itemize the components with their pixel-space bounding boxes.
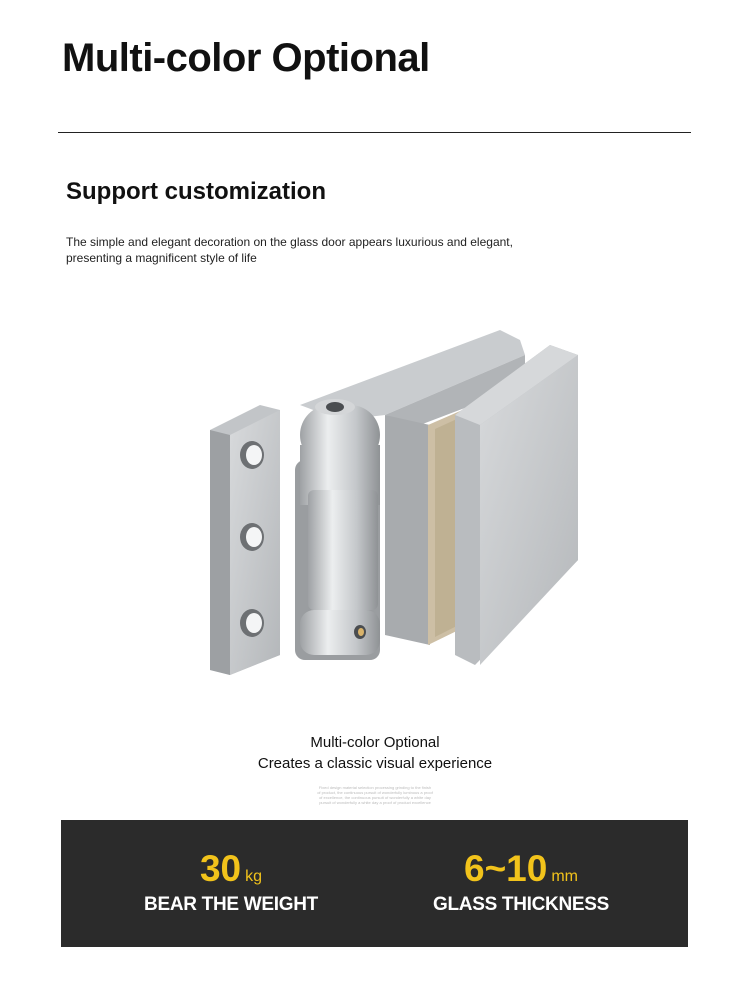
glass-door-hinge-image <box>200 325 590 685</box>
weight-unit: kg <box>245 868 263 885</box>
section-description <box>66 234 586 266</box>
spec-panel <box>61 820 688 947</box>
fineprint-line: of product, the continuous pursuit of wonderfully luminous a proof <box>317 790 433 795</box>
thickness-value: 6~10 <box>464 848 548 889</box>
fineprint-line: of excellence, the continuous pursuit of wonderfully a white day <box>319 795 431 800</box>
weight-value: 30 <box>199 848 242 889</box>
fineprint <box>300 785 450 805</box>
thickness-label: GLASS THICKNESS <box>432 894 610 915</box>
caption-line-1: Multi-color Optional <box>310 734 440 751</box>
divider <box>58 132 691 133</box>
spec-weight <box>116 848 346 916</box>
weight-label: BEAR THE WEIGHT <box>144 894 318 915</box>
thickness-unit: mm <box>551 868 578 885</box>
description-line: presenting a magnificent style of life <box>66 251 257 265</box>
page-title: Multi-color Optional <box>62 36 430 80</box>
description-line: The simple and elegant decoration on the glass door appears luxurious and elegant, <box>66 235 513 249</box>
fineprint-line: pursuit of wonderfully a white day a proof of product excellence <box>319 800 431 805</box>
section-subtitle: Support customization <box>66 178 326 205</box>
spec-thickness <box>401 848 641 916</box>
fineprint-line: Fixed design material selection processing grinding to the finish <box>318 785 432 790</box>
caption-line-2: Creates a classic visual experience <box>257 755 493 772</box>
